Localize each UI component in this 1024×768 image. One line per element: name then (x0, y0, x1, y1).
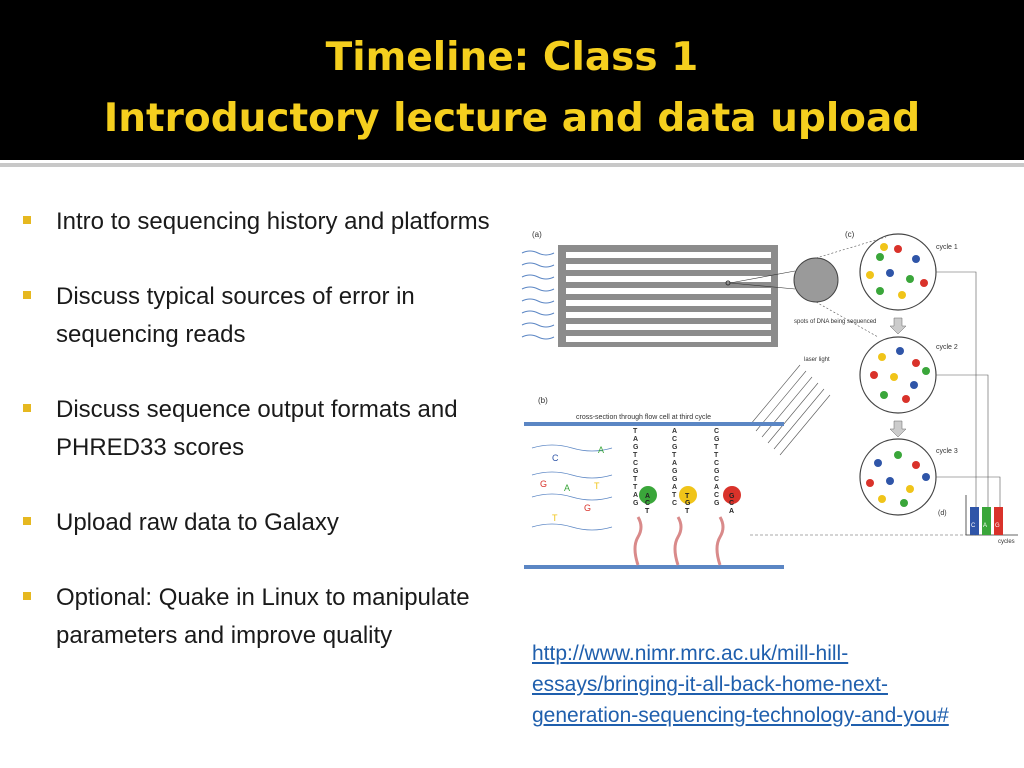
svg-text:A: A (633, 492, 639, 499)
dna-strand-2 (672, 428, 678, 507)
free-base: G (540, 479, 548, 489)
cycle-1-label: cycle 1 (936, 244, 958, 251)
svg-text:G: G (714, 436, 720, 443)
svg-text:G: G (685, 500, 691, 507)
svg-text:C: C (714, 428, 720, 435)
svg-text:T: T (633, 428, 638, 435)
bullet-square-icon (23, 216, 31, 224)
title-bar (0, 0, 1024, 160)
svg-text:C: C (714, 492, 720, 499)
free-base: G (584, 503, 592, 513)
bullet-item (20, 203, 490, 241)
svg-text:G: G (672, 468, 678, 475)
cycle-1-circle (860, 234, 936, 310)
free-base: A (598, 445, 605, 455)
magnified-spot (794, 258, 838, 302)
laser-beams (750, 365, 830, 455)
sequencing-diagram (518, 225, 1024, 575)
slide-body (0, 167, 1024, 768)
bullet-item (20, 391, 490, 467)
bullet-item (20, 278, 490, 354)
svg-text:G: G (714, 500, 720, 507)
panel-a-label: (a) (532, 230, 542, 239)
svg-text:G: G (672, 444, 678, 451)
bullet-item (20, 504, 490, 542)
bullet-list (20, 203, 490, 692)
flow-cell-top-wall (524, 422, 784, 426)
svg-text:T: T (645, 508, 650, 515)
cycle-bar (994, 507, 1003, 535)
svg-text:C: C (672, 500, 678, 507)
svg-text:A: A (645, 493, 651, 500)
free-base: T (552, 513, 558, 523)
source-link[interactable]: http://www.nimr.mrc.ac.uk/mill-hill- essays/bringing-it-all-back-home-next- generation-sequencing-technology-and-you# (532, 642, 949, 727)
svg-text:T: T (633, 484, 638, 491)
svg-text:C: C (633, 460, 639, 467)
svg-text:C: C (714, 476, 720, 483)
svg-text:G: G (633, 468, 639, 475)
bullet-text: Discuss sequence output formats and PHRED33 scores (56, 396, 458, 461)
svg-text:C: C (714, 460, 720, 467)
panel-d-label: (d) (938, 510, 947, 517)
bullet-square-icon (23, 517, 31, 525)
dna-tethers (635, 517, 723, 565)
bullet-square-icon (23, 291, 31, 299)
svg-text:A: A (729, 508, 735, 515)
svg-text:T: T (672, 492, 677, 499)
bullet-text: Intro to sequencing history and platforms (56, 208, 490, 235)
svg-text:G: G (714, 468, 720, 475)
cycle-2-circle (860, 337, 936, 413)
svg-text:T: T (714, 444, 719, 451)
svg-text:C: C (645, 500, 651, 507)
svg-text:A: A (672, 460, 678, 467)
flow-cell (558, 245, 778, 347)
dna-strand-3 (714, 428, 720, 507)
cycles-axis-label: cycles (998, 539, 1015, 545)
svg-text:G: G (729, 493, 735, 500)
svg-text:G: G (633, 444, 639, 451)
svg-text:T: T (685, 493, 690, 500)
svg-text:G: G (672, 476, 678, 483)
svg-text:A: A (672, 428, 678, 435)
svg-text:C: C (672, 436, 678, 443)
svg-text:T: T (685, 508, 690, 515)
bullet-text: Discuss typical sources of error in sequencing reads (56, 283, 415, 348)
cycle-2-label: cycle 2 (936, 344, 958, 351)
cycle-3-label: cycle 3 (936, 448, 958, 455)
bullet-text: Upload raw data to Galaxy (56, 509, 339, 536)
bar-letter: G (995, 523, 1000, 529)
panel-b-label: (b) (538, 396, 548, 405)
svg-text:A: A (714, 484, 720, 491)
spots-label: spots of DNA being sequenced (794, 319, 877, 325)
svg-text:C: C (729, 500, 735, 507)
svg-text:T: T (714, 452, 719, 459)
cycle-3-circle (860, 439, 936, 515)
bar-letter: A (983, 523, 988, 529)
free-base: A (564, 483, 571, 493)
svg-text:A: A (633, 436, 639, 443)
cross-section-label: cross-section through flow cell at third cycle (576, 414, 711, 421)
cycle-bar (982, 507, 991, 535)
svg-text:T: T (633, 476, 638, 483)
svg-text:T: T (672, 452, 677, 459)
svg-text:T: T (633, 452, 638, 459)
bullet-square-icon (23, 592, 31, 600)
panel-c-label: (c) (845, 230, 855, 239)
svg-text:A: A (672, 484, 678, 491)
slide-title-line-2: Introductory lecture and data upload (103, 96, 921, 141)
slide-title-line-1: Timeline: Class 1 (325, 35, 699, 80)
fluid-flow-arrows (522, 251, 554, 339)
bullet-text: Optional: Quake in Linux to manipulate parameters and improve quality (56, 584, 470, 649)
bar-letter: C (971, 523, 976, 529)
bullet-square-icon (23, 404, 31, 412)
free-base: C (552, 453, 559, 463)
laser-label: laser light (804, 357, 830, 363)
free-base: T (594, 481, 600, 491)
flow-cell-bottom-wall (524, 565, 784, 569)
svg-text:G: G (633, 500, 639, 507)
dna-strand-1 (633, 428, 639, 507)
bullet-item (20, 579, 490, 655)
cycle-bar (970, 507, 979, 535)
